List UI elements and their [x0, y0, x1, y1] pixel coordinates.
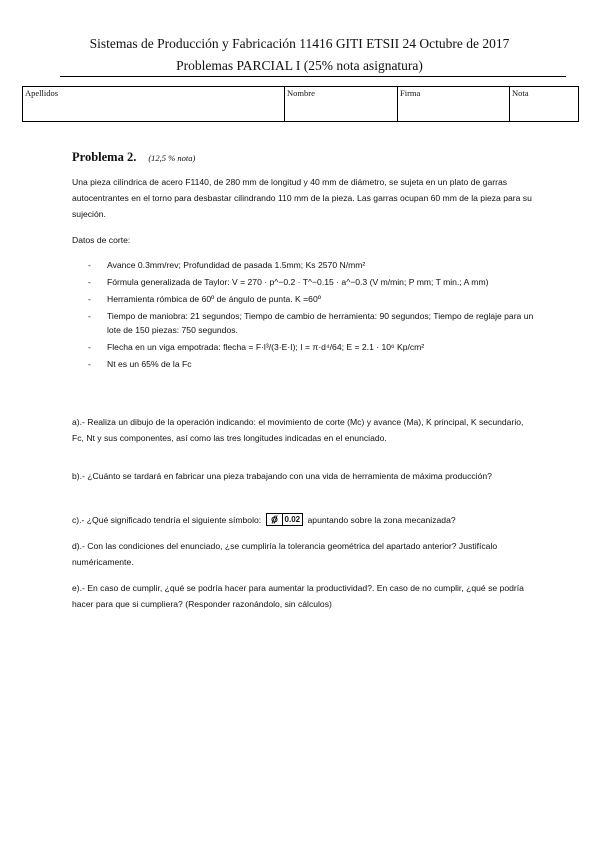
list-item: - Fórmula generalizada de Taylor: V = 270 · p^−0.2 · T^−0.15 · a^−0.3 (V m/min; P mm; T min.; A mm) — [88, 277, 489, 287]
apellidos-field[interactable] — [23, 87, 285, 122]
exam-header-title: Sistemas de Producción y Fabricación 11416 GITI ETSII 24 Octubre de 2017 — [89, 36, 510, 51]
list-item: - Flecha en un viga empotrada: flecha = F·l³/(3·E·I); I = π·d⁴/64; E = 2.1 · 10⁶ Kp/cm² — [88, 342, 425, 352]
nota-field[interactable] — [510, 87, 579, 122]
list-item-text: Nt es un 65% de la Fc — [107, 359, 192, 369]
list-item: - Tiempo de maniobra: 21 segundos; Tiempo de cambio de herramienta: 90 segundos; Tiempo de reglaje para un lote de 150 piezas: 750 segundos. — [88, 311, 534, 335]
question-a: a).- Realiza un dibujo de la operación indicando: el movimiento de corte (Mc) y avance (Ma), K principal, K secundario, Fc, Nt y sus componentes, así como las tres longitudes indicadas en el enunciado. — [72, 417, 524, 443]
tolerance-value: 0.02 — [284, 515, 301, 524]
list-item-text: Fórmula generalizada de Taylor: V = 270 · p^−0.2 · T^−0.15 · a^−0.3 (V m/min; P mm; T min.; A mm) — [107, 277, 489, 287]
list-item: - Avance 0.3mm/rev; Profundidad de pasada 1.5mm; Ks 2570 N/mm² — [88, 260, 366, 270]
question-c-text: c).- ¿Qué significado tendría el siguiente símbolo: — [72, 515, 262, 525]
nombre-label: Nombre — [287, 88, 315, 98]
firma-label: Firma — [400, 88, 421, 98]
problem-title-text: Problema 2. — [72, 150, 137, 164]
cutting-data-list — [88, 258, 540, 374]
question-b: b).- ¿Cuánto se tardará en fabricar una pieza trabajando con una vida de herramienta de máxima producción? — [72, 471, 492, 481]
list-item-text: Avance 0.3mm/rev; Profundidad de pasada 1.5mm; Ks 2570 N/mm² — [107, 260, 366, 270]
question-e: e).- En caso de cumplir, ¿qué se podría hacer para aumentar la productividad?. En caso de no cumplir, ¿qué se podría hacer para que si cumpliera? (Responder razonándolo, sin cálculos) — [72, 583, 524, 609]
exam-header-subtitle: Problemas PARCIAL I (25% nota asignatura) — [176, 58, 423, 73]
list-item: - Herramienta rómbica de 60º de ángulo de punta. K =60º — [88, 294, 321, 304]
cutting-data-label: Datos de corte: — [72, 235, 131, 245]
question-c — [72, 512, 534, 528]
list-item-text: Tiempo de maniobra: 21 segundos; Tiempo de cambio de herramienta: 90 segundos; Tiempo de reglaje para un lote de 150 piezas: 750 segundos. — [107, 311, 534, 335]
apellidos-label: Apellidos — [25, 88, 59, 98]
header-divider — [60, 76, 566, 77]
list-item-text: Flecha en un viga empotrada: flecha = F·l³/(3·E·I); I = π·d⁴/64; E = 2.1 · 10⁶ Kp/cm² — [107, 342, 425, 352]
student-id-table — [22, 86, 579, 122]
question-d: d).- Con las condiciones del enunciado, ¿se cumpliría la tolerancia geométrica del apartado anterior? Justifícalo numéricamente. — [72, 541, 498, 567]
cylindricity-tolerance-icon — [267, 514, 283, 525]
question-c-text-end: apuntando sobre la zona mecanizada? — [307, 515, 456, 525]
nota-label: Nota — [512, 88, 529, 98]
nombre-field[interactable] — [285, 87, 398, 122]
list-item-text: Herramienta rómbica de 60º de ángulo de punta. K =60º — [107, 294, 321, 304]
problem-title — [72, 150, 195, 165]
list-item: - Nt es un 65% de la Fc — [88, 359, 192, 369]
problem-statement: Una pieza cilíndrica de acero F1140, de 280 mm de longitud y 40 mm de diámetro, se sujeta en un plato de garras autocentrantes en el torno para desbastar cilindrando 110 mm de la pieza. Las garras ocupan 60 mm de la pieza para su sujeción. — [72, 177, 532, 219]
problem-points: (12,5 % nota) — [148, 153, 196, 163]
tolerance-frame — [266, 513, 304, 526]
firma-field[interactable] — [398, 87, 510, 122]
